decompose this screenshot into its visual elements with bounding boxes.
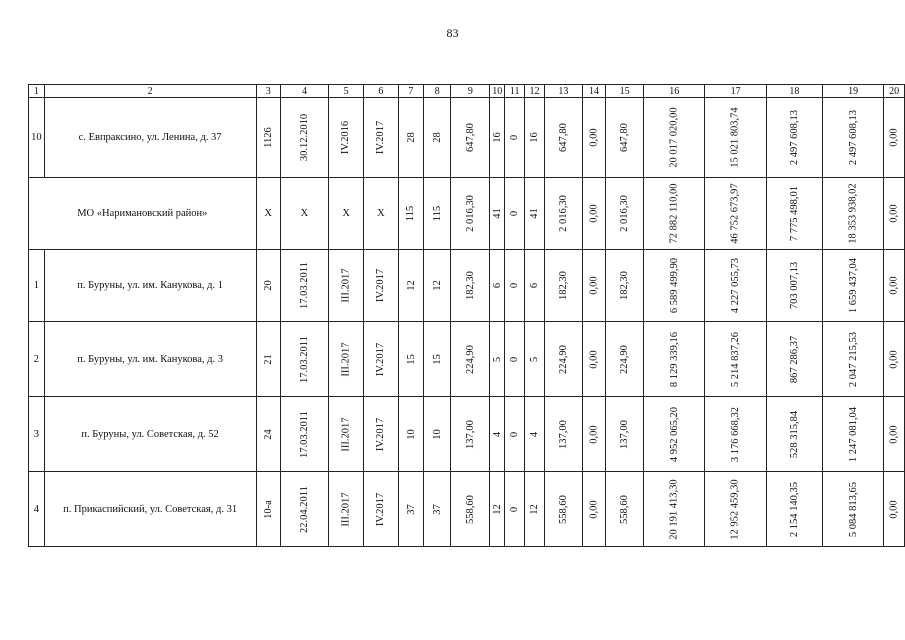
area-cell: 0,00 xyxy=(582,322,606,397)
amount-cell: 0,00 xyxy=(884,178,905,250)
column-number: 15 xyxy=(606,85,644,98)
count-cell: 4 xyxy=(524,397,544,472)
count-cell: 6 xyxy=(524,250,544,322)
column-number: 3 xyxy=(256,85,280,98)
amount-cell: 1 247 081,04 xyxy=(822,397,883,472)
date-cell: X xyxy=(280,178,328,250)
amount-cell: 5 084 813,65 xyxy=(822,472,883,547)
count-cell: 12 xyxy=(490,472,505,547)
start-quarter-cell: III.2017 xyxy=(329,472,364,547)
start-quarter-cell: III.2017 xyxy=(329,322,364,397)
end-quarter-cell: X xyxy=(364,178,398,250)
end-quarter-cell: IV.2017 xyxy=(364,472,398,547)
column-number: 5 xyxy=(329,85,364,98)
column-number: 17 xyxy=(705,85,766,98)
start-quarter-cell: III.2017 xyxy=(329,397,364,472)
column-number: 9 xyxy=(451,85,490,98)
resettlement-table xyxy=(28,84,905,547)
area-cell: 2 016,30 xyxy=(451,178,490,250)
table-row xyxy=(29,397,905,472)
address-cell: п. Буруны, ул. им. Канукова, д. 3 xyxy=(44,322,256,397)
area-cell: 224,90 xyxy=(544,322,582,397)
row-number: 1 xyxy=(29,250,45,322)
start-quarter-cell: III.2017 xyxy=(329,250,364,322)
residents-cell: 37 xyxy=(424,472,451,547)
column-number: 2 xyxy=(44,85,256,98)
column-number: 4 xyxy=(280,85,328,98)
end-quarter-cell: IV.2017 xyxy=(364,322,398,397)
table-row xyxy=(29,472,905,547)
count-cell: 0 xyxy=(505,472,525,547)
residents-cell: 12 xyxy=(398,250,423,322)
count-cell: 0 xyxy=(505,178,525,250)
row-number: 10 xyxy=(29,98,45,178)
amount-cell: 72 882 110,00 xyxy=(644,178,705,250)
count-cell: 41 xyxy=(490,178,505,250)
amount-cell: 528 315,84 xyxy=(766,397,822,472)
count-cell: 0 xyxy=(505,397,525,472)
area-cell: 558,60 xyxy=(606,472,644,547)
amount-cell: 12 952 459,30 xyxy=(705,472,766,547)
date-cell: 22.04.2011 xyxy=(280,472,328,547)
row-number: 3 xyxy=(29,397,45,472)
count-cell: 4 xyxy=(490,397,505,472)
table-row xyxy=(29,322,905,397)
amount-cell: 867 286,37 xyxy=(766,322,822,397)
area-cell: 182,30 xyxy=(544,250,582,322)
amount-cell: 0,00 xyxy=(884,322,905,397)
count-cell: 6 xyxy=(490,250,505,322)
column-number: 18 xyxy=(766,85,822,98)
column-number: 14 xyxy=(582,85,606,98)
area-cell: 0,00 xyxy=(582,397,606,472)
end-quarter-cell: IV.2017 xyxy=(364,397,398,472)
column-number: 20 xyxy=(884,85,905,98)
amount-cell: 20 191 413,30 xyxy=(644,472,705,547)
amount-cell: 0,00 xyxy=(884,397,905,472)
column-number-header-row xyxy=(29,85,905,98)
residents-cell: 115 xyxy=(398,178,423,250)
amount-cell: 2 047 215,53 xyxy=(822,322,883,397)
row-number: 2 xyxy=(29,322,45,397)
area-cell: 0,00 xyxy=(582,98,606,178)
count-cell: 5 xyxy=(490,322,505,397)
residents-cell: 10 xyxy=(398,397,423,472)
area-cell: 137,00 xyxy=(606,397,644,472)
date-cell: 30.12.2010 xyxy=(280,98,328,178)
address-cell: п. Буруны, ул. им. Канукова, д. 1 xyxy=(44,250,256,322)
amount-cell: 5 214 837,26 xyxy=(705,322,766,397)
house-number-cell: 10-а xyxy=(256,472,280,547)
area-cell: 182,30 xyxy=(606,250,644,322)
date-cell: 17.03.2011 xyxy=(280,397,328,472)
count-cell: 0 xyxy=(505,250,525,322)
district-subtotal-row xyxy=(29,178,905,250)
amount-cell: 703 007,13 xyxy=(766,250,822,322)
end-quarter-cell: IV.2017 xyxy=(364,98,398,178)
date-cell: 17.03.2011 xyxy=(280,250,328,322)
amount-cell: 0,00 xyxy=(884,98,905,178)
residents-cell: 37 xyxy=(398,472,423,547)
amount-cell: 1 659 437,04 xyxy=(822,250,883,322)
column-number: 8 xyxy=(424,85,451,98)
column-number: 13 xyxy=(544,85,582,98)
page-number: 83 xyxy=(446,26,459,40)
area-cell: 558,60 xyxy=(544,472,582,547)
residents-cell: 28 xyxy=(398,98,423,178)
amount-cell: 0,00 xyxy=(884,472,905,547)
area-cell: 182,30 xyxy=(451,250,490,322)
amount-cell: 7 775 498,01 xyxy=(766,178,822,250)
area-cell: 2 016,30 xyxy=(544,178,582,250)
house-number-cell: 1126 xyxy=(256,98,280,178)
end-quarter-cell: IV.2017 xyxy=(364,250,398,322)
area-cell: 0,00 xyxy=(582,472,606,547)
count-cell: 0 xyxy=(505,98,525,178)
area-cell: 0,00 xyxy=(582,250,606,322)
table-row xyxy=(29,98,905,178)
amount-cell: 4 952 065,20 xyxy=(644,397,705,472)
amount-cell: 2 154 140,35 xyxy=(766,472,822,547)
area-cell: 647,80 xyxy=(544,98,582,178)
count-cell: 0 xyxy=(505,322,525,397)
column-number: 1 xyxy=(29,85,45,98)
house-number-cell: 21 xyxy=(256,322,280,397)
residents-cell: 15 xyxy=(424,322,451,397)
column-number: 12 xyxy=(524,85,544,98)
column-number: 16 xyxy=(644,85,705,98)
count-cell: 12 xyxy=(524,472,544,547)
house-number-cell: 24 xyxy=(256,397,280,472)
row-number: 4 xyxy=(29,472,45,547)
count-cell: 41 xyxy=(524,178,544,250)
residents-cell: 115 xyxy=(424,178,451,250)
amount-cell: 20 017 020,00 xyxy=(644,98,705,178)
amount-cell: 46 752 673,97 xyxy=(705,178,766,250)
count-cell: 16 xyxy=(490,98,505,178)
start-quarter-cell: X xyxy=(329,178,364,250)
amount-cell: 8 129 339,16 xyxy=(644,322,705,397)
column-number: 7 xyxy=(398,85,423,98)
date-cell: 17.03.2011 xyxy=(280,322,328,397)
area-cell: 2 016,30 xyxy=(606,178,644,250)
area-cell: 137,00 xyxy=(451,397,490,472)
amount-cell: 18 353 938,02 xyxy=(822,178,883,250)
address-cell: п. Буруны, ул. Советская, д. 52 xyxy=(44,397,256,472)
residents-cell: 10 xyxy=(424,397,451,472)
amount-cell: 0,00 xyxy=(884,250,905,322)
district-name-cell: МО «Наримановский район» xyxy=(29,178,257,250)
residents-cell: 28 xyxy=(424,98,451,178)
amount-cell: 2 497 608,13 xyxy=(766,98,822,178)
column-number: 6 xyxy=(364,85,398,98)
area-cell: 224,90 xyxy=(451,322,490,397)
amount-cell: 6 589 499,90 xyxy=(644,250,705,322)
area-cell: 137,00 xyxy=(544,397,582,472)
area-cell: 647,80 xyxy=(451,98,490,178)
address-cell: с. Евпраксино, ул. Ленина, д. 37 xyxy=(44,98,256,178)
area-cell: 0,00 xyxy=(582,178,606,250)
house-number-cell: 20 xyxy=(256,250,280,322)
address-cell: п. Прикаспийский, ул. Советская, д. 31 xyxy=(44,472,256,547)
amount-cell: 2 497 608,13 xyxy=(822,98,883,178)
amount-cell: 15 021 803,74 xyxy=(705,98,766,178)
column-number: 11 xyxy=(505,85,525,98)
residents-cell: 15 xyxy=(398,322,423,397)
table-row xyxy=(29,250,905,322)
area-cell: 558,60 xyxy=(451,472,490,547)
house-number-cell: X xyxy=(256,178,280,250)
column-number: 19 xyxy=(822,85,883,98)
amount-cell: 4 227 055,73 xyxy=(705,250,766,322)
count-cell: 16 xyxy=(524,98,544,178)
area-cell: 647,80 xyxy=(606,98,644,178)
start-quarter-cell: IV.2016 xyxy=(329,98,364,178)
residents-cell: 12 xyxy=(424,250,451,322)
count-cell: 5 xyxy=(524,322,544,397)
area-cell: 224,90 xyxy=(606,322,644,397)
amount-cell: 3 176 668,32 xyxy=(705,397,766,472)
column-number: 10 xyxy=(490,85,505,98)
